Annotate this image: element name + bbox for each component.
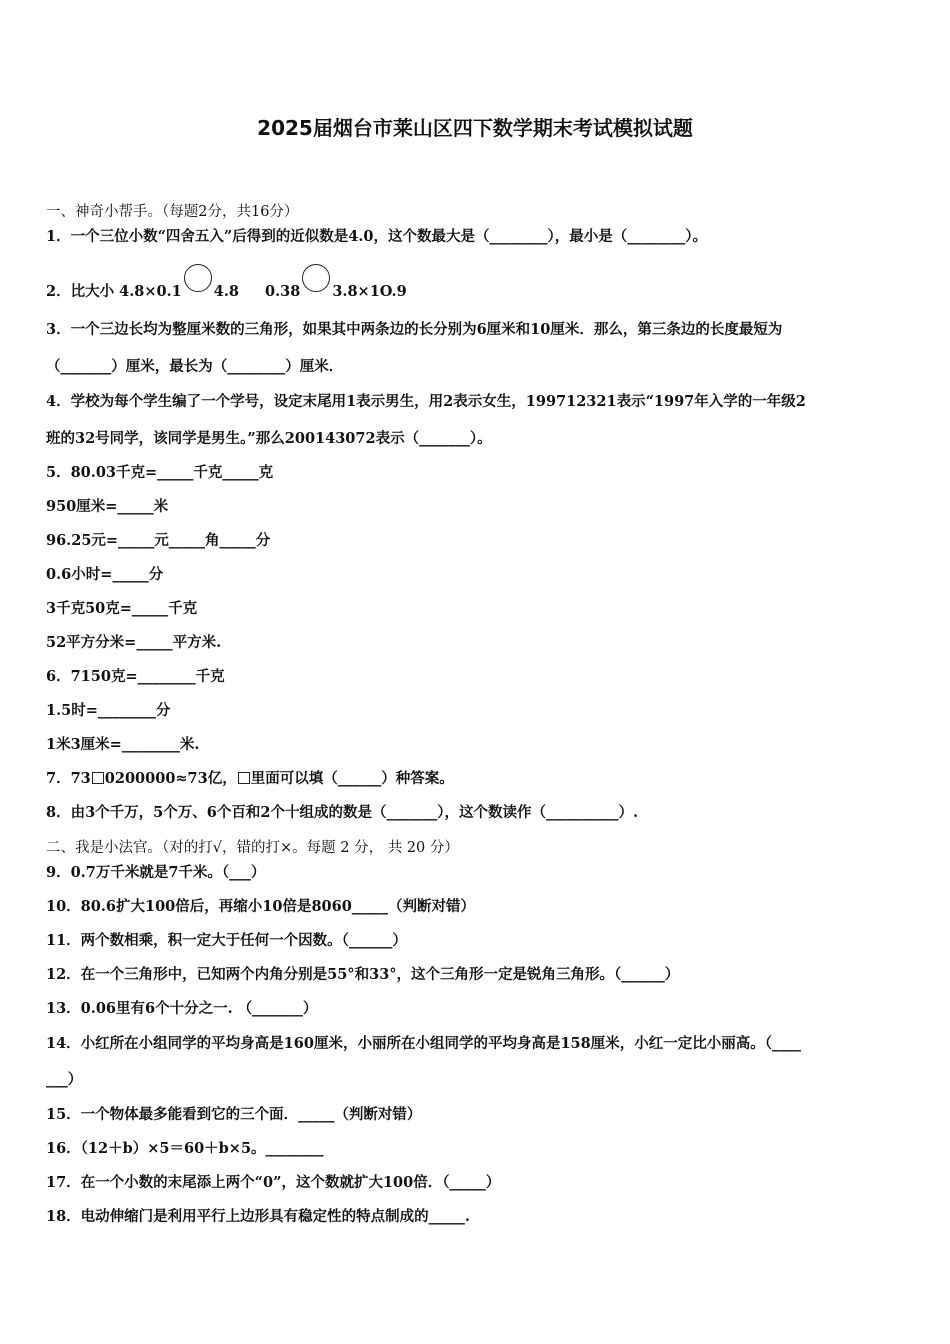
page-title: 2025届烟台市莱山区四下数学期末考试模拟试题	[257, 116, 693, 140]
question-4-line-2: 班的32号同学，该同学是男生。”那么200143072表示（_______）。	[46, 430, 492, 447]
question-5a: 5．80.03千克=_____千克_____克	[46, 464, 274, 481]
question-18: 18．电动伸缩门是利用平行上边形具有稳定性的特点制成的_____.	[46, 1208, 470, 1225]
question-13: 13．0.06里有6个十分之一. （_______）	[46, 1000, 318, 1017]
blank-box-icon	[92, 772, 104, 784]
q2-value-b: 0.38	[264, 283, 301, 300]
question-15: 15．一个物体最多能看到它的三个面．_____（判断对错）	[46, 1106, 422, 1123]
compare-circle-1[interactable]	[184, 264, 212, 292]
question-5e: 3千克50克=_____千克	[46, 600, 198, 617]
question-5c: 96.25元=_____元_____角_____分	[46, 532, 271, 549]
question-14-line-1: 14．小红所在小组同学的平均身高是160厘米，小丽所在小组同学的平均身高是158厘米，小红一定比小丽高。（____	[46, 1035, 801, 1052]
question-1: 1．一个三位小数“四舍五入”后得到的近似数是4.0，这个数最大是（________），最小是（________）。	[46, 228, 707, 245]
section-heading-2: 二、我是小法官。（对的打√，错的打×。每题 2 分， 共 20 分）	[46, 840, 459, 856]
question-10: 10．80.6扩大100倍后，再缩小10倍是8060_____（判断对错）	[46, 898, 476, 915]
q7-prefix: 7．73	[46, 770, 91, 787]
question-12: 12．在一个三角形中，已知两个内角分别是55°和33°，这个三角形一定是锐角三角形。（______）	[46, 966, 680, 983]
question-6a: 6．7150克=________千克	[46, 668, 225, 685]
question-14-line-2: ___）	[46, 1071, 83, 1088]
question-5b: 950厘米=_____米	[46, 498, 169, 515]
q2-value-a: 4.8	[213, 283, 239, 300]
question-5d: 0.6小时=_____分	[46, 566, 164, 583]
question-6c: 1米3厘米=________米.	[46, 736, 200, 753]
question-3-line-2: （_______）厘米，最长为（________）厘米．	[46, 358, 344, 375]
compare-circle-2[interactable]	[302, 264, 330, 292]
blank-box-icon	[238, 772, 250, 784]
question-3-line-1: 3．一个三边长均为整厘米数的三角形，如果其中两条边的长分别为6厘米和10厘米．那么，第三条边的长度最短为	[46, 321, 783, 338]
question-17: 17．在一个小数的末尾添上两个“0”，这个数就扩大100倍．（_____）	[46, 1174, 501, 1191]
question-9: 9．0.7万千米就是7千米。（___）	[46, 864, 266, 881]
question-5f: 52平方分米=_____平方米.	[46, 634, 222, 651]
q2-value-c: 3.8×1O.9	[332, 283, 407, 300]
question-4-line-1: 4．学校为每个学生编了一个学号，设定末尾用1表示男生，用2表示女生，199712321表示“1997年入学的一年级2	[46, 393, 806, 410]
question-6b: 1.5时=________分	[46, 702, 171, 719]
question-16: 16．（12＋b）×5＝60＋b×5。________	[46, 1140, 324, 1157]
question-11: 11．两个数相乘，积一定大于任何一个因数。（______）	[46, 932, 407, 949]
q2-prefix: 2．比大小 4.8×0.1	[46, 283, 182, 300]
q7-mid: 0200000≈73亿，	[104, 770, 237, 787]
question-7	[46, 768, 910, 790]
question-2	[46, 272, 910, 303]
section-heading-1: 一、神奇小帮手。（每题2分，共16分）	[46, 204, 299, 220]
question-8: 8．由3个千万，5个万、6个百和2个十组成的数是（_______），这个数读作（__________）.	[46, 804, 638, 821]
q7-suffix: 里面可以填（______）种答案。	[250, 770, 454, 787]
